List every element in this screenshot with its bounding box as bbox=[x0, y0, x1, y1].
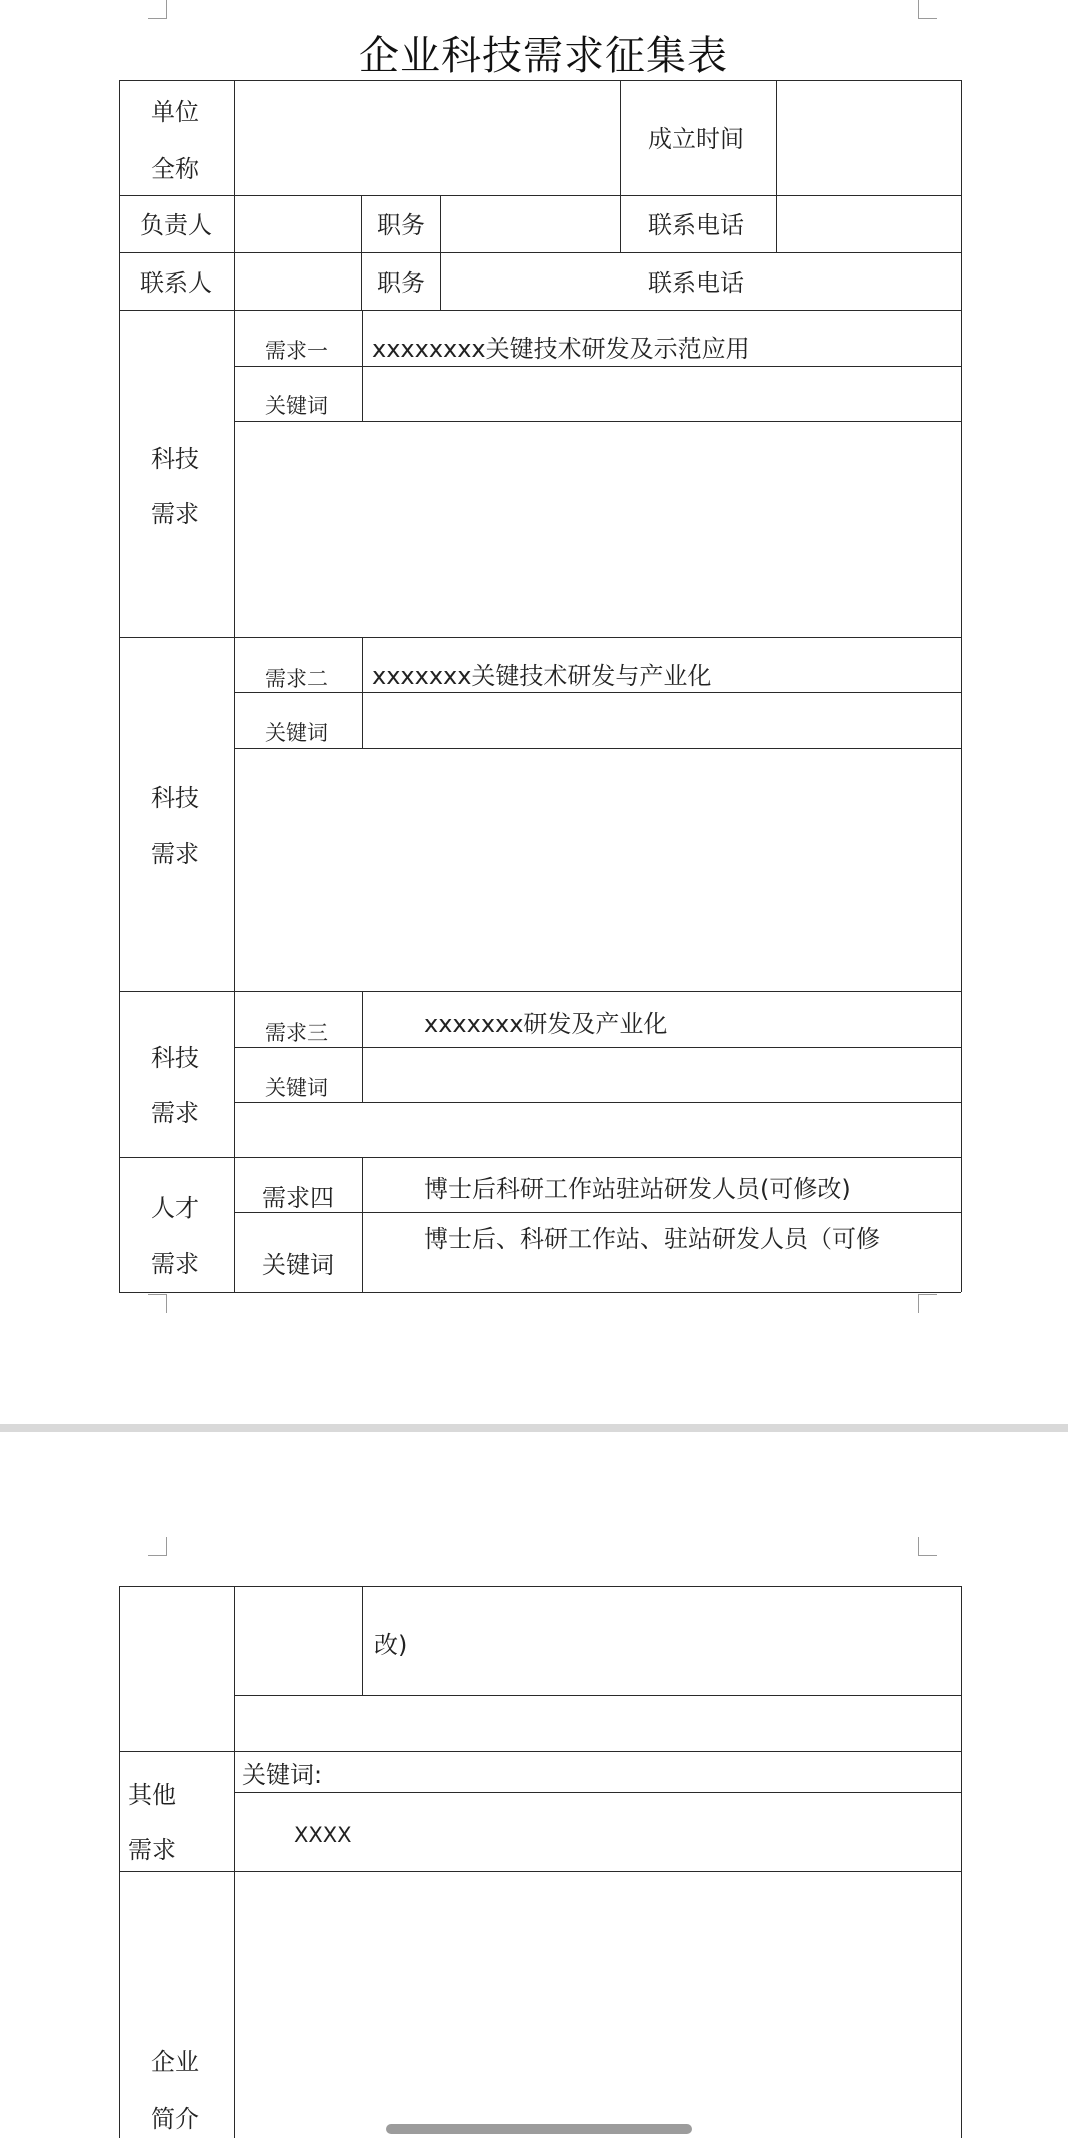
demand3-category-line1: 科技 bbox=[151, 1044, 199, 1072]
demand1-keyword-field[interactable] bbox=[364, 368, 959, 419]
demand3-keyword-label: 关键词 bbox=[265, 1076, 328, 1100]
crop-mark-top-right bbox=[918, 0, 937, 19]
continued-text: 改) bbox=[374, 1631, 408, 1659]
demand3-value[interactable]: xxxxxxx研发及产业化 bbox=[424, 1010, 668, 1038]
demand3-keyword-field[interactable] bbox=[364, 1049, 959, 1100]
demand1-category-line2: 需求 bbox=[151, 500, 199, 528]
crop-mark-bottom-right bbox=[918, 1294, 937, 1313]
demand2-keyword-label: 关键词 bbox=[265, 721, 328, 745]
demand4-value[interactable]: 博士后科研工作站驻站研发人员(可修改) bbox=[424, 1175, 851, 1203]
demand3-label: 需求三 bbox=[265, 1021, 328, 1045]
demand2-category-line1: 科技 bbox=[151, 784, 199, 812]
demand1-keyword-label: 关键词 bbox=[265, 394, 328, 418]
company-intro-field[interactable] bbox=[236, 1873, 959, 2138]
unit-name-label-line1: 单位 bbox=[151, 98, 199, 126]
position-field-2[interactable] bbox=[442, 254, 618, 308]
demand4-label: 需求四 bbox=[262, 1184, 334, 1212]
demand4-category-line1: 人才 bbox=[151, 1194, 199, 1222]
other-keyword-label: 关键词: bbox=[242, 1761, 323, 1789]
demand1-detail-field[interactable] bbox=[236, 423, 959, 635]
other-demand-label-line2: 需求 bbox=[128, 1836, 176, 1864]
company-intro-label-line2: 简介 bbox=[151, 2105, 199, 2133]
contact-person-field[interactable] bbox=[236, 254, 359, 308]
crop-mark-top-left-2 bbox=[148, 1537, 167, 1556]
crop-mark-top-left bbox=[148, 0, 167, 19]
page-title: 企业科技需求征集表 bbox=[359, 33, 728, 79]
person-in-charge-label: 负责人 bbox=[140, 211, 212, 239]
demand4-keyword-value[interactable]: 博士后、科研工作站、驻站研发人员（可修 bbox=[424, 1225, 880, 1253]
demand4-keyword-label: 关键词 bbox=[262, 1251, 334, 1279]
demand3-detail-field[interactable] bbox=[236, 1104, 959, 1155]
home-indicator-bar[interactable] bbox=[386, 2124, 692, 2134]
demand2-keyword-field[interactable] bbox=[364, 694, 959, 746]
unit-name-field[interactable] bbox=[236, 82, 618, 193]
crop-mark-top-right-2 bbox=[918, 1537, 937, 1556]
position-label-2: 职务 bbox=[377, 269, 425, 297]
phone-field-2[interactable] bbox=[778, 254, 959, 308]
crop-mark-bottom-left bbox=[148, 1294, 167, 1313]
demand1-category-line1: 科技 bbox=[151, 445, 199, 473]
phone-label-2: 联系电话 bbox=[648, 269, 744, 297]
demand2-value[interactable]: xxxxxxx关键技术研发与产业化 bbox=[372, 662, 712, 690]
established-label: 成立时间 bbox=[648, 125, 744, 153]
demand2-detail-field[interactable] bbox=[236, 750, 959, 989]
other-demand-value[interactable]: XXXX bbox=[294, 1823, 352, 1847]
company-intro-label-line1: 企业 bbox=[151, 2048, 199, 2076]
person-in-charge-field[interactable] bbox=[236, 197, 359, 250]
demand1-label: 需求一 bbox=[265, 339, 328, 363]
demand2-category-line2: 需求 bbox=[151, 840, 199, 868]
demand1-value[interactable]: xxxxxxxx关键技术研发及示范应用 bbox=[372, 335, 750, 363]
position-label-1: 职务 bbox=[377, 211, 425, 239]
contact-person-label: 联系人 bbox=[140, 269, 212, 297]
continued-row-field[interactable] bbox=[236, 1697, 959, 1749]
demand3-category-line2: 需求 bbox=[151, 1099, 199, 1127]
phone-label-1: 联系电话 bbox=[648, 211, 744, 239]
position-field-1[interactable] bbox=[442, 197, 618, 250]
established-field[interactable] bbox=[778, 82, 959, 193]
demand4-category-line2: 需求 bbox=[151, 1250, 199, 1278]
phone-field-1[interactable] bbox=[778, 197, 959, 250]
other-demand-label-line1: 其他 bbox=[128, 1781, 176, 1809]
unit-name-label-line2: 全称 bbox=[151, 155, 199, 183]
demand2-label: 需求二 bbox=[265, 667, 328, 691]
page-separator bbox=[0, 1424, 1068, 1432]
